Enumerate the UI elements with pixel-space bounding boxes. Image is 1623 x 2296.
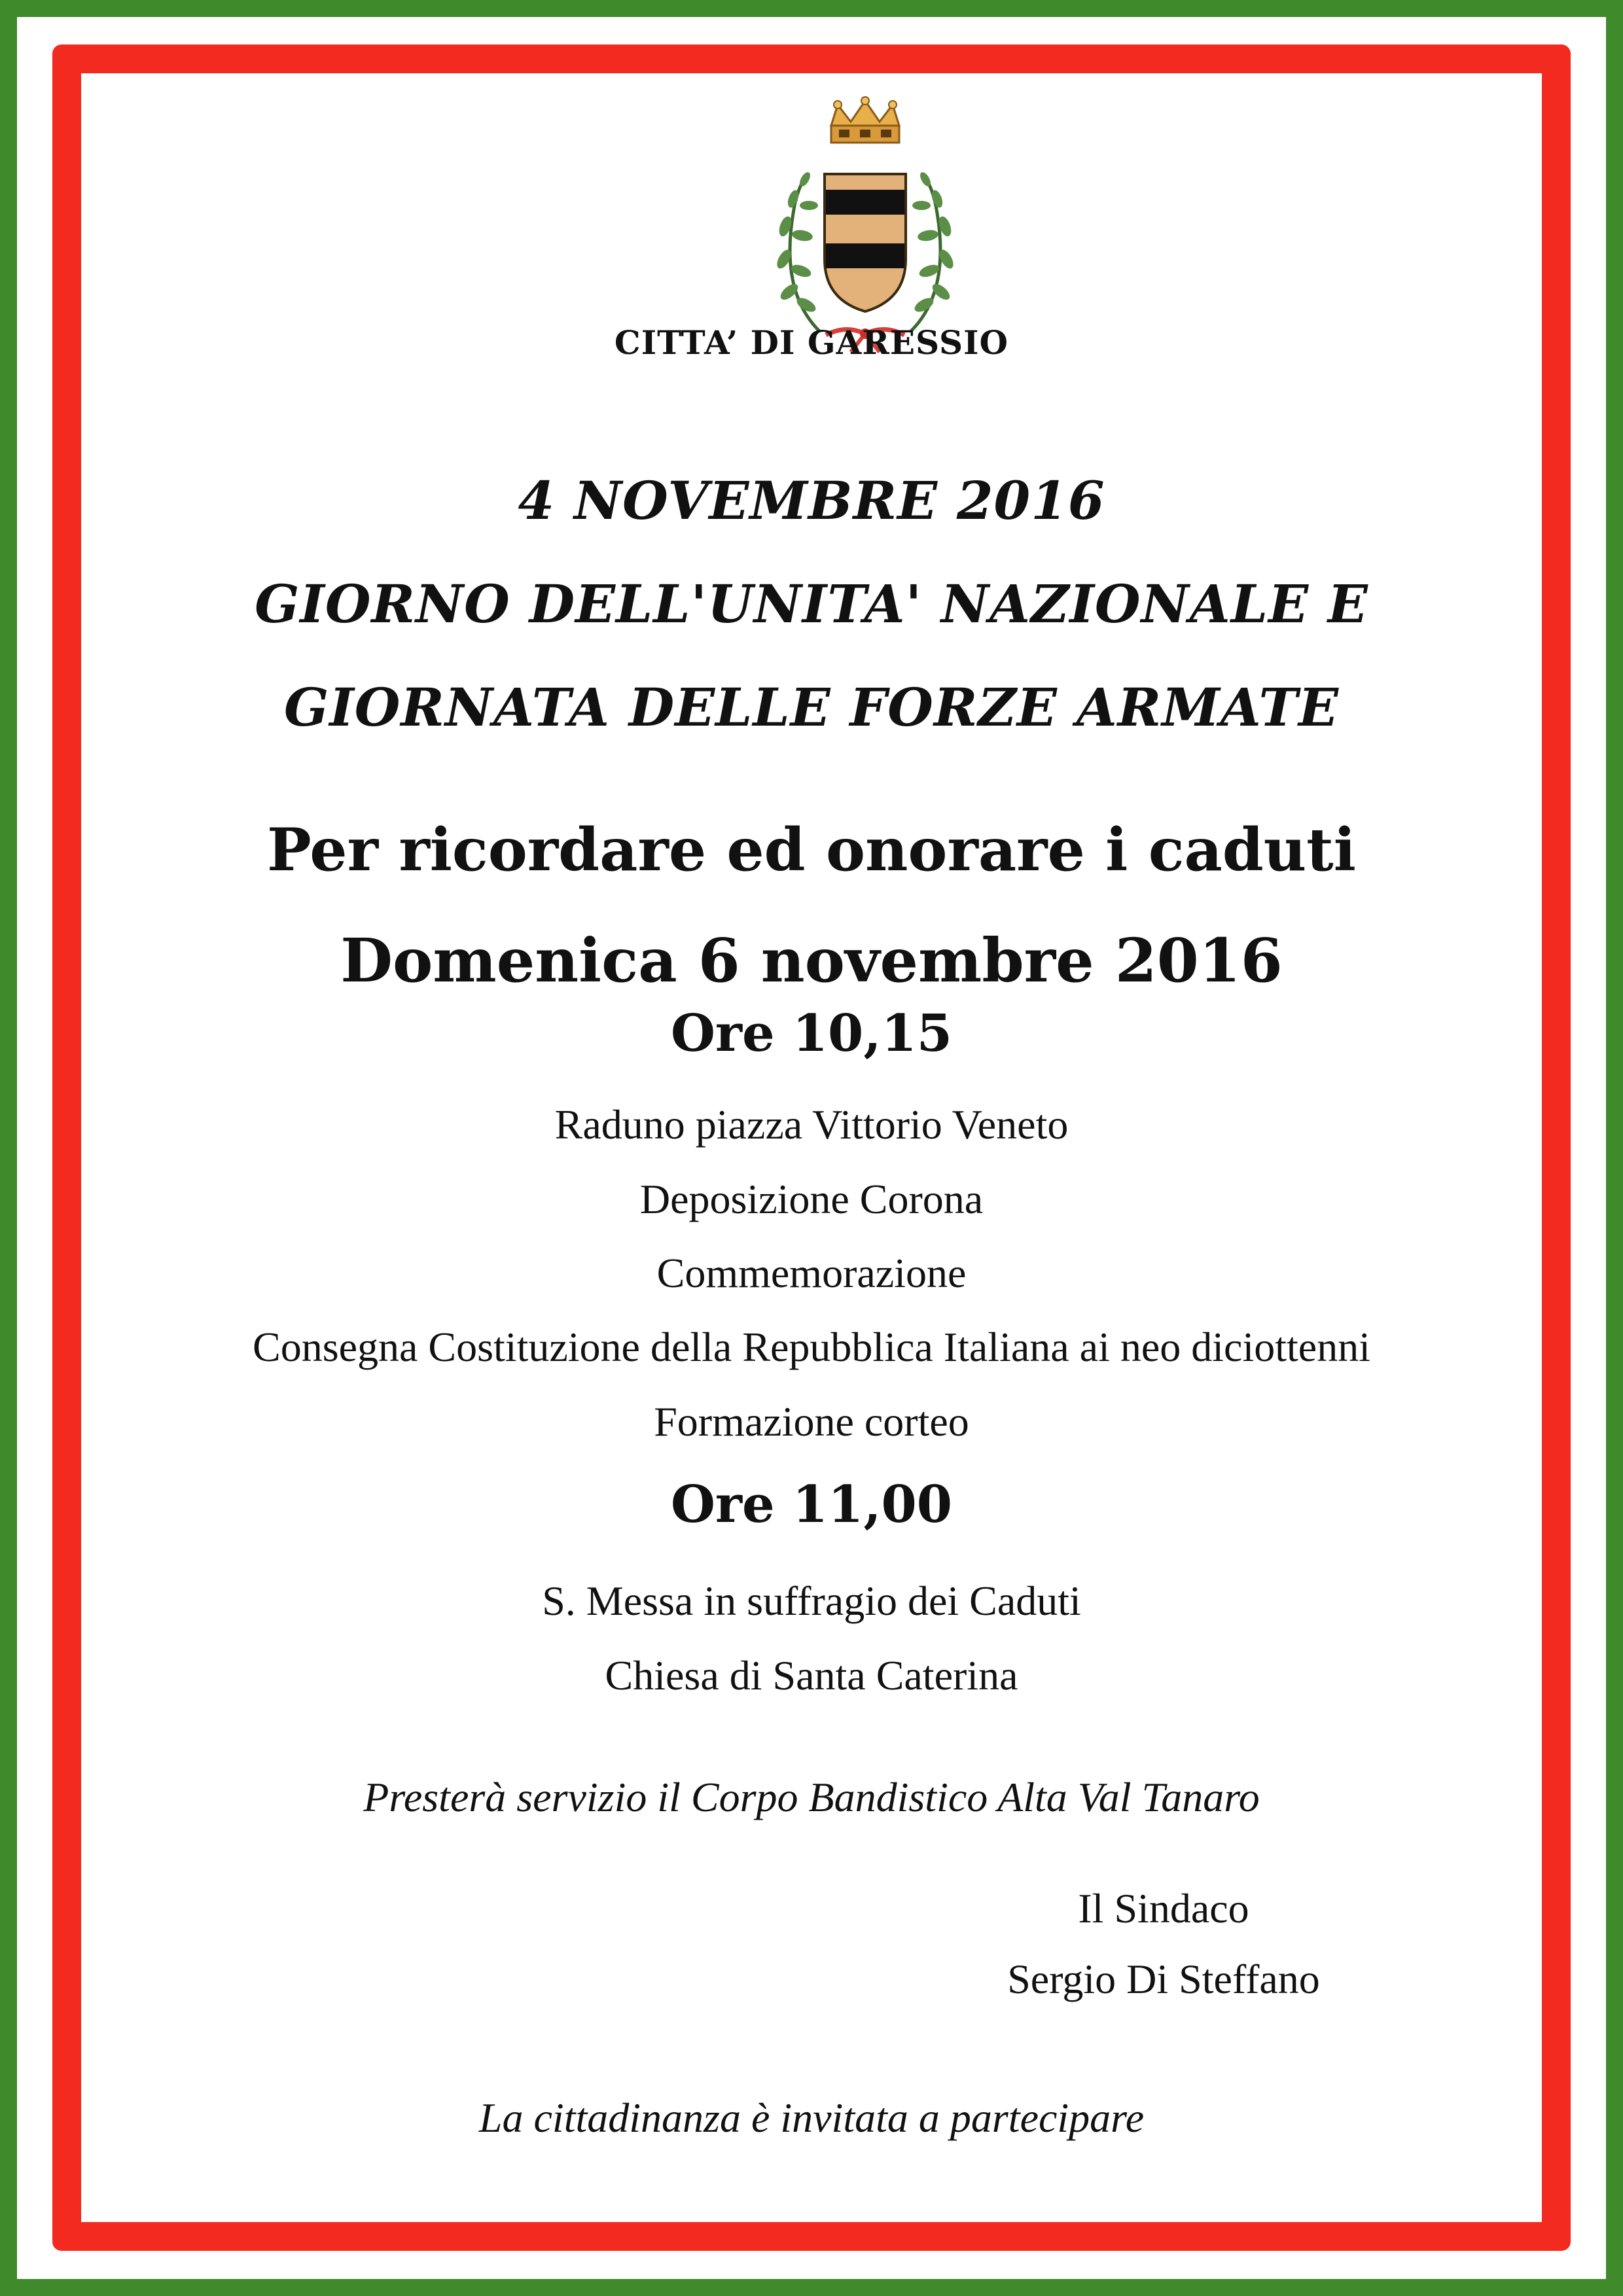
purpose-line: Per ricordare ed onorare i caduti: [267, 815, 1356, 885]
headline-armed-forces-day: GIORNATA DELLE FORZE ARMATE: [284, 677, 1339, 738]
schedule-item: Commemorazione: [656, 1250, 967, 1296]
schedule-time-2: Ore 11,00: [670, 1475, 953, 1534]
band-note: Presterà servizio il Corpo Bandistico Alta Val Tanaro: [363, 1774, 1260, 1820]
invitation-line: La cittadinanza è invitata a partecipare: [478, 2094, 1145, 2141]
schedule-item: Consegna Costituzione della Repubblica Italiana ai neo diciottenni: [253, 1324, 1370, 1370]
schedule-item: Deposizione Corona: [639, 1176, 984, 1222]
poster-content: [81, 73, 1542, 2222]
schedule-item: S. Messa in suffragio dei Caduti: [542, 1578, 1081, 1624]
event-date: Domenica 6 novembre 2016: [340, 925, 1283, 996]
signature-name: Sergio Di Steffano: [1007, 1956, 1320, 2002]
coat-of-arms-icon: [760, 96, 970, 357]
schedule-item: Chiesa di Santa Caterina: [605, 1652, 1018, 1699]
headline-unity-day: GIORNO DELL'UNITA' NAZIONALE E: [255, 573, 1368, 635]
signature-role: Il Sindaco: [1078, 1885, 1249, 1932]
schedule-item: Formazione corteo: [654, 1398, 969, 1445]
schedule-item: Raduno piazza Vittorio Veneto: [554, 1101, 1069, 1148]
city-name: CITTA’ DI GARESSIO: [614, 323, 1009, 362]
schedule-time-1: Ore 10,15: [670, 1004, 953, 1063]
headline-date: 4 NOVEMBRE 2016: [518, 470, 1105, 531]
